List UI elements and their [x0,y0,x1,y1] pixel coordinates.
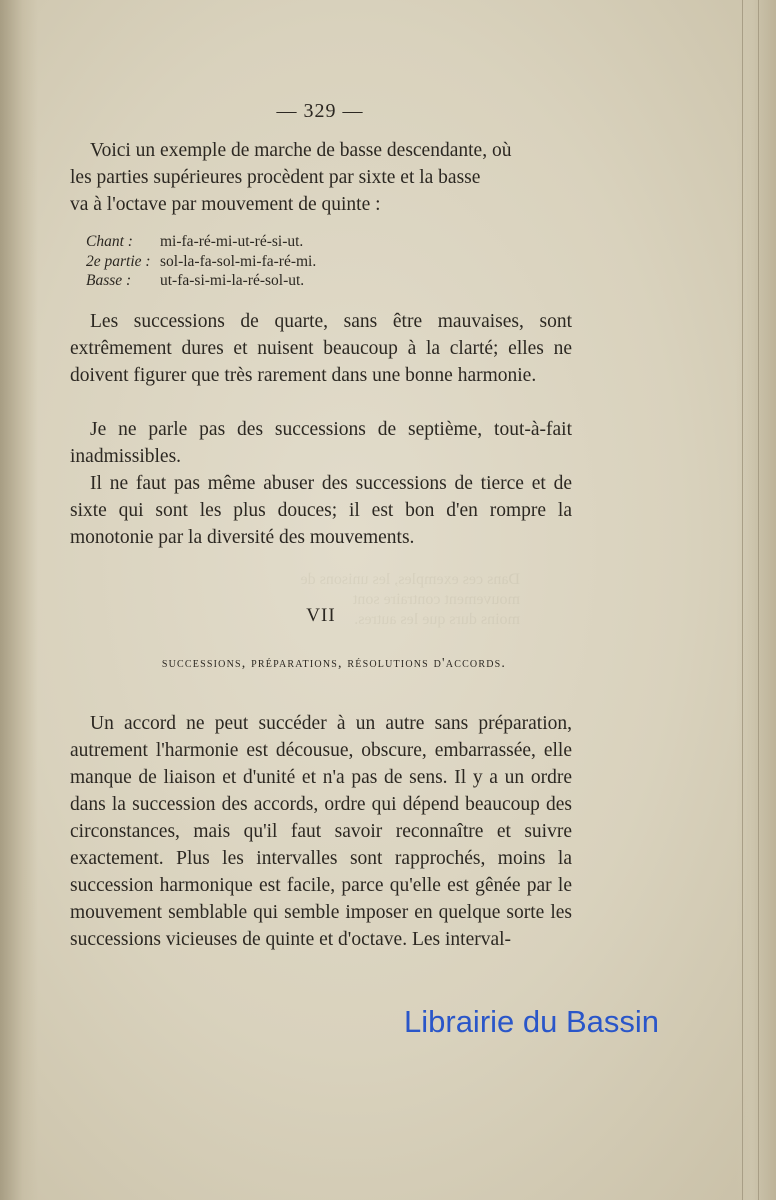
voice-label: 2e partie : [86,252,151,270]
paragraph-tierce: Il ne faut pas même abuser des successions de tierce et de sixte qui sont les plus douces; il est bon d'en rompre la monotonie par la diversité des mouvements. [70,473,572,548]
binding-shadow [0,0,38,1200]
intro-paragraph [70,137,572,218]
page-edge-line [758,0,759,1200]
voice-notes: ut-fa-si-mi-la-ré-sol-ut. [160,272,305,289]
intro-line: Voici un exemple de marche de basse descendante, où [90,140,512,161]
paragraph-quarte: Les successions de quarte, sans être mauvaises, sont extrêmement dures et nuisent beaucoup à la clarté; elles ne doivent figurer que très rarement dans une bonne harmonie. [70,311,572,386]
voice-label: Chant : [86,233,133,250]
voice-example [86,232,506,291]
intro-line: va à l'octave par mouvement de quinte : [70,194,381,215]
voice-notes: mi-fa-ré-mi-ut-ré-si-ut. [160,233,304,250]
intro-line: les parties supérieures procèdent par sixte et la basse [70,167,481,188]
voice-line [86,232,506,252]
paragraph-accord: Un accord ne peut succéder à un autre sans préparation, autrement l'harmonie est décousue, obscure, embarrassée, elle manque de liaison et d'unité et n'a pas de sens. Il y a un ordre dans la succession des accords, ordre qui dépend beaucoup des circonstances, mais qu'il faut savoir reconnaître et suivre exactement. Plus les intervalles sont rapprochés, moins la succession harmonique est facile, parce qu'elle est gênée par le mouvement semblable qui semble imposer en quelque sorte les successions vicieuses de quinte et d'octave. Les interval- [70,713,572,950]
page-number: — 329 — [276,100,364,122]
voice-line [86,252,506,272]
section-title: successions, préparations, résolutions d'accords. [161,656,507,671]
bleed-through-text: Dans ces exemples, les unisons de mouvement contraire sont moins durs que les autres. [300,571,520,628]
section-number: VII [306,605,336,626]
voice-line [86,271,506,291]
voice-label: Basse : [86,272,132,289]
page-edge-line [742,0,743,1200]
paragraph-septieme: Je ne parle pas des successions de septième, tout-à-fait inadmissibles. [70,419,572,467]
voice-notes: sol-la-fa-sol-mi-fa-ré-mi. [160,252,317,270]
bookseller-watermark: Librairie du Bassin [404,1004,660,1039]
